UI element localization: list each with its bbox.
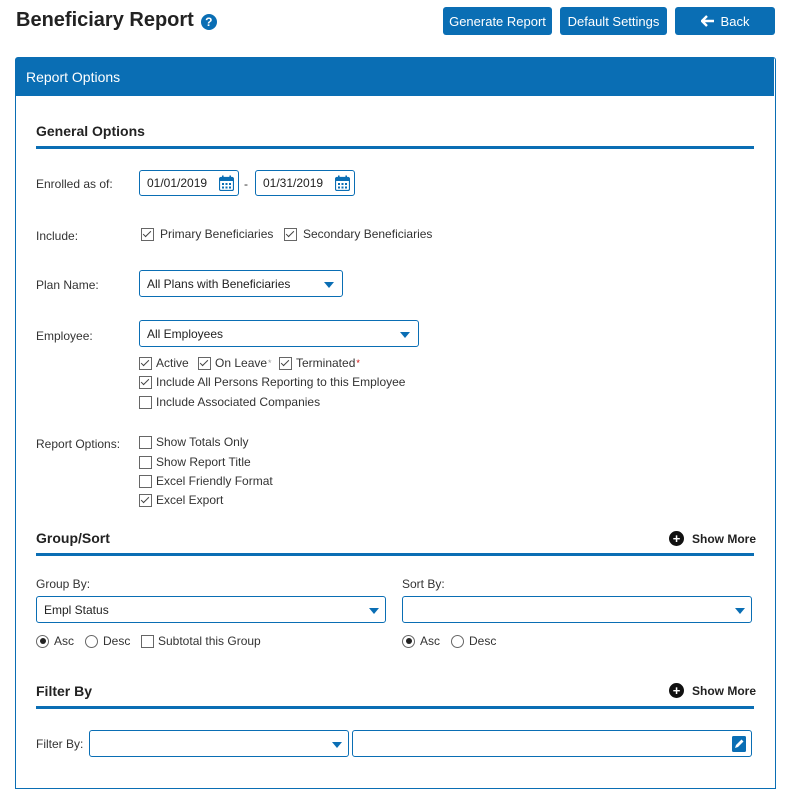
- radio-label: Desc: [469, 634, 497, 648]
- radio-circle[interactable]: [451, 635, 464, 648]
- group-asc-radio[interactable]: [36, 634, 74, 648]
- page-title-text: Beneficiary Report: [16, 9, 194, 31]
- checkbox-label: Secondary Beneficiaries: [303, 227, 433, 241]
- sort-asc-radio[interactable]: [402, 634, 440, 648]
- panel-header: [16, 58, 774, 96]
- date-from-value: 01/01/2019: [147, 176, 208, 190]
- back-button-label: Back: [720, 13, 750, 29]
- employee-select[interactable]: [139, 320, 419, 347]
- radio-circle[interactable]: [85, 635, 98, 648]
- employee-label: Employee:: [36, 329, 93, 343]
- checkbox-label: Active: [156, 356, 189, 370]
- filter-by-label: Filter By:: [36, 737, 84, 751]
- checkbox-box[interactable]: [139, 456, 152, 469]
- plan-name-select[interactable]: [139, 270, 343, 297]
- radio-label: Desc: [103, 634, 131, 648]
- sort-by-select[interactable]: [402, 596, 752, 623]
- calendar-icon[interactable]: [219, 175, 234, 191]
- general-options-title: General Options: [36, 123, 145, 139]
- filter-value-input[interactable]: [352, 730, 752, 757]
- checkbox-box[interactable]: [139, 376, 152, 389]
- back-button[interactable]: [675, 7, 775, 35]
- radio-circle[interactable]: [402, 635, 415, 648]
- plan-name-value: All Plans with Beneficiaries: [147, 276, 291, 291]
- subtotal-group-checkbox[interactable]: [141, 634, 261, 648]
- group-sort-show-more[interactable]: [669, 531, 756, 546]
- checkbox-label: Excel Friendly Format: [156, 474, 273, 488]
- plus-circle-icon: +: [669, 683, 684, 698]
- radio-circle[interactable]: [36, 635, 49, 648]
- status-active-checkbox[interactable]: [139, 356, 189, 370]
- status-terminated-checkbox[interactable]: [279, 356, 360, 370]
- show-totals-only-checkbox[interactable]: [139, 435, 249, 449]
- checkbox-box[interactable]: [141, 228, 154, 241]
- excel-friendly-checkbox[interactable]: [139, 474, 273, 488]
- group-sort-title: Group/Sort: [36, 530, 110, 546]
- checkbox-box[interactable]: [139, 396, 152, 409]
- sort-by-label: Sort By:: [402, 577, 445, 591]
- include-associated-checkbox[interactable]: [139, 395, 320, 409]
- group-by-select[interactable]: [36, 596, 386, 623]
- help-icon[interactable]: ?: [201, 14, 217, 30]
- panel-title: Report Options: [26, 69, 121, 85]
- calendar-icon[interactable]: [335, 175, 350, 191]
- primary-beneficiaries-checkbox[interactable]: [141, 227, 273, 241]
- checkbox-box[interactable]: [141, 635, 154, 648]
- generate-report-button[interactable]: Generate Report: [443, 7, 552, 35]
- checkbox-label: Show Report Title: [156, 455, 251, 469]
- chevron-down-icon: [369, 608, 379, 614]
- group-desc-radio[interactable]: [85, 634, 130, 648]
- date-to-value: 01/31/2019: [263, 176, 324, 190]
- checkbox-label: Primary Beneficiaries: [160, 227, 274, 241]
- report-options-label: Report Options:: [36, 437, 121, 451]
- checkbox-box[interactable]: [139, 436, 152, 449]
- show-more-label: Show More: [692, 531, 757, 546]
- show-more-label: Show More: [692, 683, 757, 698]
- chevron-down-icon: [324, 282, 334, 288]
- edit-icon[interactable]: [732, 736, 746, 752]
- checkbox-label: Terminated: [296, 356, 356, 370]
- date-separator: -: [244, 177, 248, 191]
- checkbox-label: Excel Export: [156, 493, 224, 507]
- employee-value: All Employees: [147, 326, 224, 341]
- checkbox-label: Subtotal this Group: [158, 634, 261, 648]
- filter-field-select[interactable]: [89, 730, 349, 757]
- checkbox-box[interactable]: [279, 357, 292, 370]
- plan-name-label: Plan Name:: [36, 278, 99, 292]
- group-sort-divider: [36, 553, 754, 556]
- sort-desc-radio[interactable]: [451, 634, 496, 648]
- checkbox-label: On Leave: [215, 356, 268, 370]
- on-leave-marker: *: [268, 358, 272, 368]
- show-report-title-checkbox[interactable]: [139, 455, 251, 469]
- group-by-label: Group By:: [36, 577, 91, 591]
- chevron-down-icon: [332, 742, 342, 748]
- checkbox-box[interactable]: [284, 228, 297, 241]
- excel-export-checkbox[interactable]: [139, 493, 223, 507]
- checkbox-label: Include All Persons Reporting to this Employee: [156, 375, 406, 389]
- default-settings-button[interactable]: Default Settings: [560, 7, 667, 35]
- include-reporting-checkbox[interactable]: [139, 375, 405, 389]
- filter-by-divider: [36, 706, 754, 709]
- terminated-marker: *: [356, 358, 360, 368]
- chevron-down-icon: [735, 608, 745, 614]
- plus-circle-icon: +: [669, 531, 684, 546]
- filter-by-title: Filter By: [36, 683, 93, 699]
- enrolled-label: Enrolled as of:: [36, 177, 113, 191]
- date-from-input[interactable]: [139, 170, 239, 196]
- radio-label: Asc: [420, 634, 441, 648]
- checkbox-box[interactable]: [198, 357, 211, 370]
- arrow-left-icon: [701, 15, 715, 27]
- status-on-leave-checkbox[interactable]: [198, 356, 272, 370]
- secondary-beneficiaries-checkbox[interactable]: [284, 227, 432, 241]
- report-options-panel: [15, 57, 776, 789]
- general-options-divider: [36, 146, 754, 149]
- page-title: [16, 9, 217, 32]
- radio-label: Asc: [54, 634, 75, 648]
- checkbox-box[interactable]: [139, 494, 152, 507]
- checkbox-box[interactable]: [139, 357, 152, 370]
- checkbox-box[interactable]: [139, 475, 152, 488]
- group-by-value: Empl Status: [44, 602, 109, 617]
- include-label: Include:: [36, 229, 79, 243]
- date-to-input[interactable]: [255, 170, 355, 196]
- checkbox-label: Include Associated Companies: [156, 395, 321, 409]
- chevron-down-icon: [400, 332, 410, 338]
- checkbox-label: Show Totals Only: [156, 435, 249, 449]
- filter-show-more[interactable]: [669, 683, 756, 698]
